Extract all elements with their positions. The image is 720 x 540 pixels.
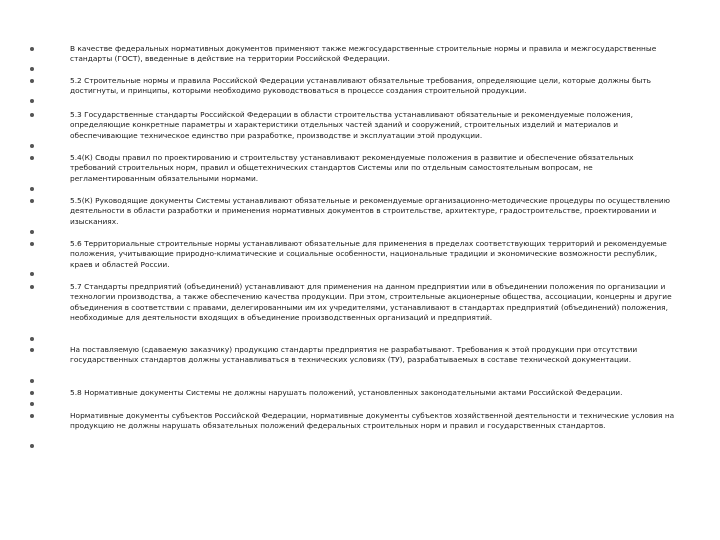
bullet-icon — [30, 230, 34, 234]
paragraph-text: 5.4(К) Своды правил по проектированию и строительству устанавливают рекомендуемые положения в развитие и обеспечение обязательных требований строительных норм, правил и общетехнических стандартов Системы или по отдельным самостоятельным вопросам, не регламентированным обязательными нормами. — [70, 153, 634, 183]
bullet-icon — [30, 156, 34, 160]
bullet-icon — [30, 144, 34, 148]
bullet-icon — [30, 285, 34, 289]
paragraph-text: 5.3 Государственные стандарты Российской Федерации в области строительства устанавливают обязательные и рекомендуемые положения, определяющие конкретные параметры и характеристики отдельных частей зданий и сооружений, строительных изделий и материалов и обеспечивающие техническое единство при разработке, производстве и эксплуатации этой продукции. — [70, 110, 633, 140]
bullet-icon — [30, 391, 34, 395]
paragraph-text: 5.5(К) Руководящие документы Системы устанавливают обязательные и рекомендуемые организационно-методические процедуры по осуществлению деятельности в области разработки и применения нормативных документов в строительстве, архитектуре, градостроительстве, проектировании и изысканиях. — [70, 196, 670, 226]
bullet-icon — [30, 199, 34, 203]
bullet-icon — [30, 47, 34, 51]
bullet-icon — [30, 113, 34, 117]
bullet-icon — [30, 379, 34, 383]
paragraph-text: На поставляемую (сдаваемую заказчику) продукцию стандарты предприятия не разрабатывают. Требования к этой продукции при отсутствии государственных стандартов должны устанавливаться в технических условиях (ТУ), разрабатываемых в составе технической документации. — [70, 345, 638, 365]
bullet-icon — [30, 402, 34, 406]
bullet-icon — [30, 444, 34, 448]
bullet-icon — [30, 348, 34, 352]
bullet-icon — [30, 67, 34, 71]
paragraph-text: 5.6 Территориальные строительные нормы устанавливают обязательные для применения в пределах соответствующих территорий и рекомендуемые положения, учитывающие природно-климатические и социальные особенности, национальные традиции и экономические возможности республик, краев и областей России. — [70, 239, 667, 269]
bullet-icon — [30, 187, 34, 191]
bullet-icon — [30, 337, 34, 341]
paragraph-text: 5.7 Стандарты предприятий (объединений) устанавливают для применения на данном предприятии или в объединении положения по организации и технологии производства, а также обеспечению качества продукции. При этом, строительные акционерные общества, ассоциации, концерны и другие объединения в соответствии с правами, делегированными им их учредителями, устанавливают в стандартах предприятий (объединений) положения, необходимые для деятельности входящих в объединение производственных организаций и предприятий. — [70, 282, 672, 322]
bullet-icon — [30, 272, 34, 276]
bullet-icon — [30, 79, 34, 83]
paragraph-text: Нормативные документы субъектов Российской Федерации, нормативные документы субъектов хозяйственной деятельности и технические условия на продукцию не должны нарушать обязательных положений федеральных строительных норм и правил и государственных стандартов. — [70, 411, 675, 431]
bullet-icon — [30, 242, 34, 246]
paragraph-text: 5.8 Нормативные документы Системы не должны нарушать положений, установленных законодательными актами Российской Федерации. — [70, 388, 623, 397]
bullet-icon — [30, 99, 34, 103]
paragraph-text: В качестве федеральных нормативных документов применяют также межгосударственные строительные нормы и правила и межгосударственные стандарты (ГОСТ), введенные в действие на территории Российской Федерации. — [70, 44, 657, 64]
bullet-icon — [30, 414, 34, 418]
paragraph-text: 5.2 Строительные нормы и правила Российской Федерации устанавливают обязательные требования, определяющие цели, которые должны быть достигнуты, и принципы, которыми необходимо руководствоваться в процессе создания строительной продукции. — [70, 76, 652, 96]
